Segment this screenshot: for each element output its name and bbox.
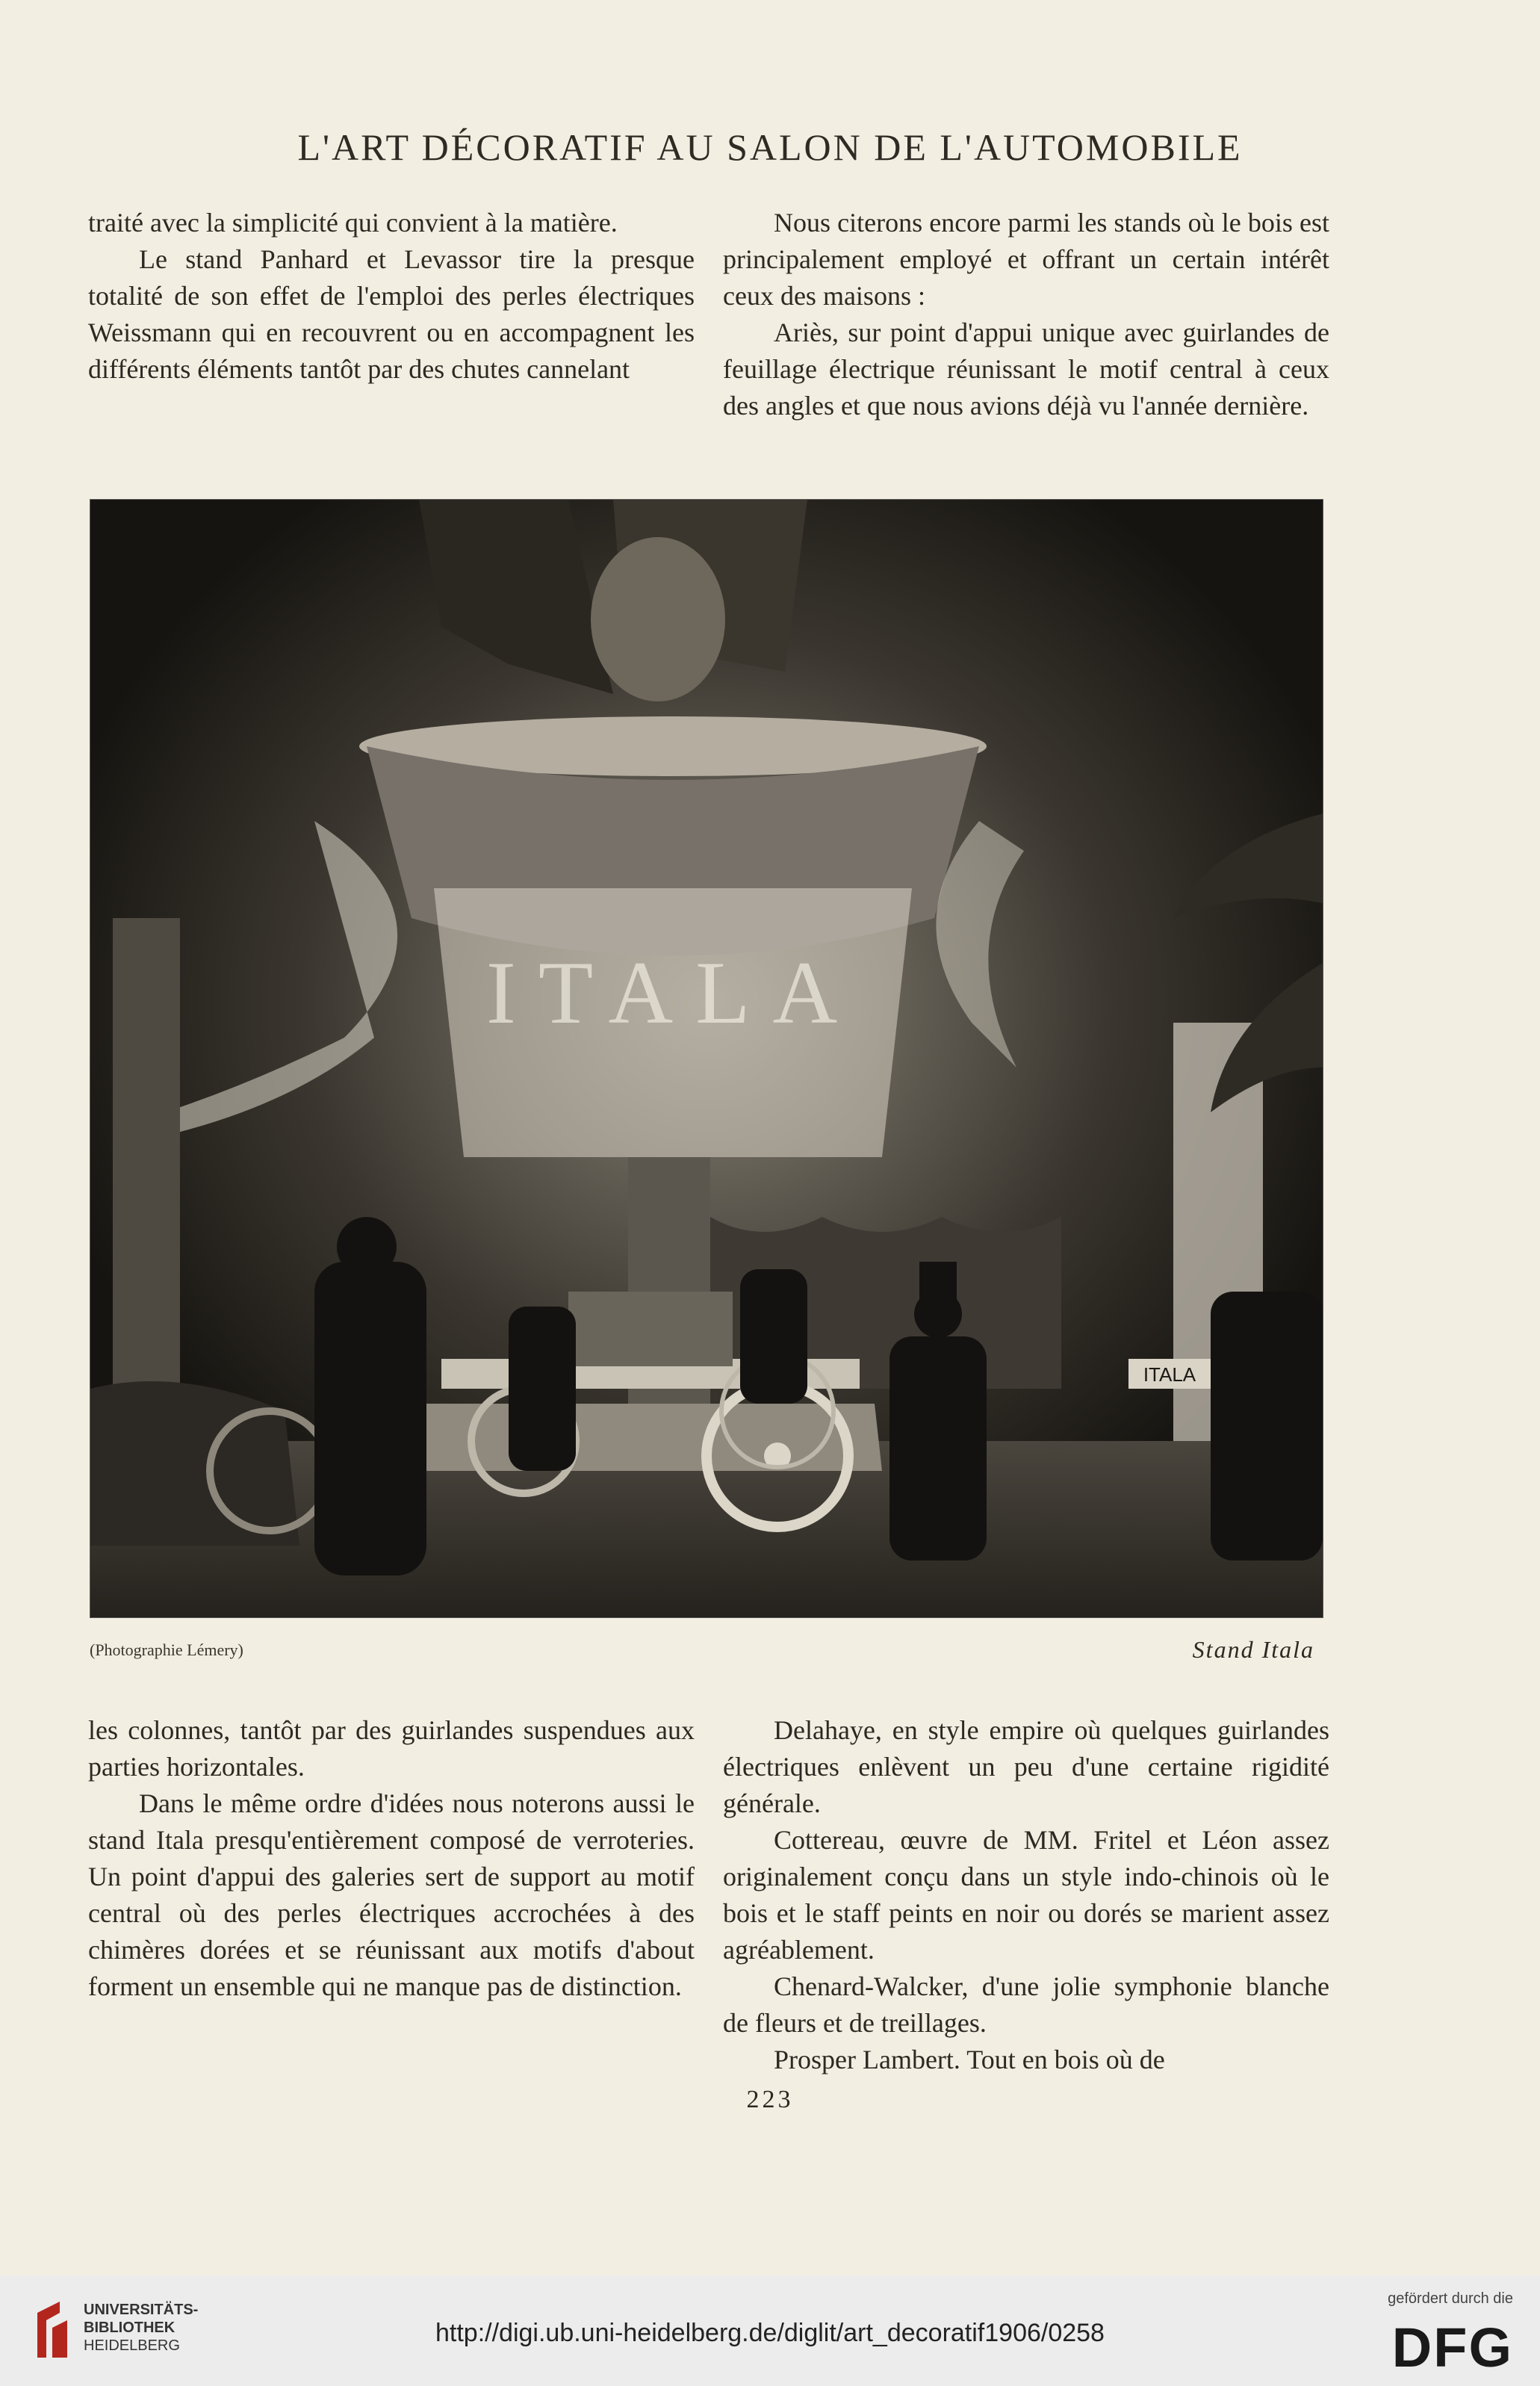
paragraph: Cottereau, œuvre de MM. Fritel et Léon assez originalement conçu dans un style indo-chinois où le bois et le staff peints en noir ou dorés se marient assez agréablement. (723, 1825, 1329, 1965)
visitor-head (337, 1217, 397, 1277)
paragraph: les colonnes, tantôt par des guirlandes suspendues aux parties horizontales. (88, 1715, 695, 1782)
top-hat (919, 1262, 957, 1299)
photo-illustration (90, 500, 1323, 1617)
permalink-url[interactable]: http://digi.ub.uni-heidelberg.de/diglit/art_decoratif1906/0258 (435, 2319, 1105, 2347)
column-left-bottom (88, 1712, 695, 2005)
column-right-top (723, 205, 1329, 424)
parked-car (90, 1381, 299, 1546)
visitor-figure (1211, 1292, 1323, 1561)
dfg-logo: DFG (1391, 2317, 1513, 2379)
digitization-footer (0, 2275, 1540, 2386)
paragraph: Nous citerons encore parmi les stands où le bois est principalement employé et offrant un certain intérêt ceux des maisons : (723, 208, 1329, 311)
photo-credit: (Photographie Lémery) (90, 1640, 243, 1659)
paragraph: Delahaye, en style empire où quelques guirlandes électriques enlèvent un peu d'une certaine rigidité générale. (723, 1715, 1329, 1818)
paragraph: Prosper Lambert. Tout en bois où de (774, 2045, 1165, 2074)
page-number: 223 (746, 2086, 794, 2113)
column-left-top (88, 205, 695, 388)
running-title: L'ART DÉCORATIF AU SALON DE L'AUTOMOBILE (297, 126, 1243, 168)
visitor-figure (889, 1336, 987, 1561)
visitor-figure (509, 1307, 576, 1471)
library-name-line: BIBLIOTHEK (84, 2320, 176, 2336)
funding-label: gefördert durch die (1388, 2290, 1513, 2307)
library-name-line: UNIVERSITÄTS- (84, 2302, 199, 2318)
paragraph: Dans le même ordre d'idées nous noterons aussi le stand Itala presqu'entièrement composé de verroteries. Un point d'appui des galeries sert de support au motif central où des perles électriques accrochées à des chimères dorées et se réunissant aux motifs d'about forment un ensemble qui ne manque pas de distinction. (88, 1788, 695, 2001)
coat-of-arms (591, 537, 725, 701)
column-right-bottom (723, 1712, 1329, 2078)
itala-sign-text: ITALA (1143, 1363, 1196, 1386)
paragraph: Ariès, sur point d'appui unique avec guirlandes de feuillage électrique réunissant le motif central à ceux des angles et que nous avions déjà vu l'année dernière. (723, 317, 1329, 421)
left-pillar (113, 918, 180, 1456)
itala-ornament-letters: ITALA (485, 943, 860, 1042)
paragraph: traité avec la simplicité qui convient à la matière. (88, 208, 618, 238)
library-name-line: HEIDELBERG (84, 2337, 180, 2354)
paragraph: Chenard-Walcker, d'une jolie symphonie blanche de fleurs et de treillages. (723, 1971, 1329, 2038)
car-engine (568, 1292, 733, 1366)
display-platform (419, 1404, 882, 1471)
stand-itala-photograph (90, 499, 1323, 1618)
visitor-figure (314, 1262, 426, 1575)
figure-caption: Stand Itala (1192, 1636, 1314, 1663)
paragraph: Le stand Panhard et Levassor tire la presque totalité de son effet de l'emploi des perles électriques Weissmann qui en recouvrent ou en accompagnent les différents éléments tantôt par des chutes cannelant (88, 244, 695, 384)
visitor-figure (740, 1269, 807, 1404)
